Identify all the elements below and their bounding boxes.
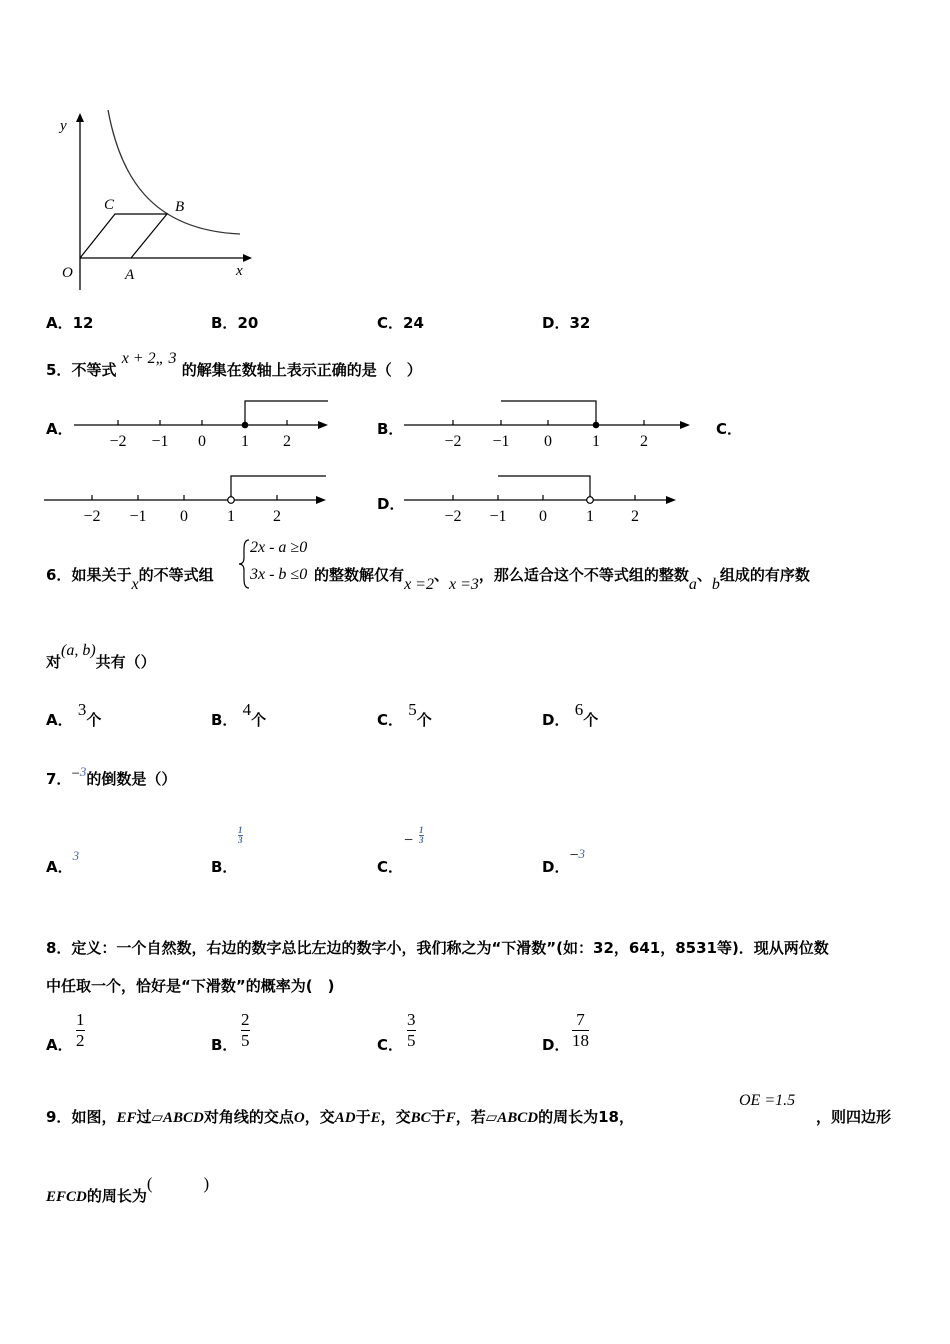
q7-option-b: B． 1 3 <box>211 825 243 876</box>
point-c-label: C <box>104 197 115 213</box>
point-a-label: A <box>125 267 135 283</box>
q9-oe-value: OE =1.5 <box>739 1092 796 1109</box>
svg-text:−2: −2 <box>444 508 462 525</box>
q5-stem: 5．不等式 x + 2„ 3 的解集在数轴上表示正确的是（ ） <box>46 350 422 379</box>
svg-text:1: 1 <box>241 433 249 450</box>
svg-text:1: 1 <box>227 508 235 525</box>
origin-label: O <box>62 265 73 281</box>
q4-graph <box>40 105 255 290</box>
parallelogram <box>80 214 167 258</box>
q8-option-b: B． <box>211 1036 238 1054</box>
q8-option-b-fraction: 2 5 <box>241 1010 250 1050</box>
q5-numberline-a <box>70 396 332 452</box>
x-axis-arrow <box>243 254 252 262</box>
q6-stem-line2: 对(a, b)共有（） <box>46 642 156 671</box>
q4-option-b: B．20 <box>211 314 259 332</box>
svg-text:−1: −1 <box>492 433 510 450</box>
x-label: x <box>236 263 243 279</box>
q6-option-b: B． 4个 <box>211 700 267 729</box>
q7-option-a: A．3 <box>46 848 80 876</box>
y-label: y <box>60 118 67 134</box>
svg-text:2: 2 <box>283 433 291 450</box>
q6-option-a: A． 3个 <box>46 700 102 729</box>
svg-text:1: 1 <box>592 433 600 450</box>
q8-stem-line1: 8．定义：一个自然数，右边的数字总比左边的数字小，我们称之为“下滑数”(如：32，641，8531等)．现从两位数 <box>46 939 829 957</box>
q5-label-a: A． <box>46 420 73 438</box>
q6-option-c: C． 5个 <box>377 700 432 729</box>
q4-option-d: D．32 <box>542 314 591 332</box>
q4-option-a: A．12 <box>46 314 94 332</box>
q5-label-d: D． <box>377 495 405 513</box>
y-axis-arrow <box>76 113 84 122</box>
svg-text:−2: −2 <box>109 433 127 450</box>
q6-inequality-2: 3x - b ≤0 <box>250 566 308 583</box>
svg-text:0: 0 <box>544 433 552 450</box>
q4-option-c: C．24 <box>377 314 424 332</box>
q6-inequality-1: 2x - a ≥0 <box>250 539 308 556</box>
svg-text:−2: −2 <box>444 433 462 450</box>
q9-stem-line1-end: ，则四边形 <box>816 1108 892 1126</box>
q8-stem-line2: 中任取一个，恰好是“下滑数”的概率为( ) <box>46 977 335 995</box>
q7-option-c: C． − 1 3 <box>377 825 424 876</box>
svg-text:0: 0 <box>180 508 188 525</box>
svg-text:2: 2 <box>640 433 648 450</box>
q7-stem: 7．−3的倒数是（） <box>46 764 177 788</box>
q5-inequality: x + 2„ 3 <box>121 350 177 367</box>
svg-text:2: 2 <box>273 508 281 525</box>
svg-text:−1: −1 <box>151 433 169 450</box>
svg-text:0: 0 <box>198 433 206 450</box>
point-b-label: B <box>175 199 185 215</box>
q9-answer-blank: ( ) <box>146 1174 210 1193</box>
q9-stem-line1: 9．如图，EF过▱ABCD对角线的交点O，交AD于E，交BC于F，若▱ABCD的周长为18， <box>46 1108 634 1126</box>
q5-numberline-b <box>402 396 694 452</box>
svg-text:−1: −1 <box>489 508 507 525</box>
q8-option-d: D． <box>542 1036 570 1054</box>
q5-label-b: B． <box>377 420 404 438</box>
q6-stem-line1: 6．如果关于x的不等式组 的整数解仅有x =2、x =3，那么适合这个不等式组的整数a、b组成的有序数 <box>46 566 810 593</box>
svg-text:1: 1 <box>586 508 594 525</box>
q8-option-a: A． <box>46 1036 73 1054</box>
q8-option-d-fraction: 7 18 <box>572 1010 589 1050</box>
q6-brace <box>237 538 251 590</box>
svg-text:−2: −2 <box>83 508 101 525</box>
hyperbola-curve <box>108 110 240 234</box>
q5-label-c: C． <box>716 420 743 438</box>
q6-option-d: D． 6个 <box>542 700 599 729</box>
q5-numberline-c <box>42 471 332 527</box>
svg-text:−1: −1 <box>129 508 147 525</box>
svg-text:0: 0 <box>539 508 547 525</box>
q7-option-d: D．−3 <box>542 846 585 876</box>
q8-option-a-fraction: 1 2 <box>76 1010 85 1050</box>
q8-option-c-fraction: 3 5 <box>407 1010 416 1050</box>
q9-stem-line2: EFCD的周长为( ) <box>46 1174 210 1205</box>
svg-text:2: 2 <box>631 508 639 525</box>
q8-option-c: C． <box>377 1036 404 1054</box>
q5-numberline-d <box>402 471 682 527</box>
